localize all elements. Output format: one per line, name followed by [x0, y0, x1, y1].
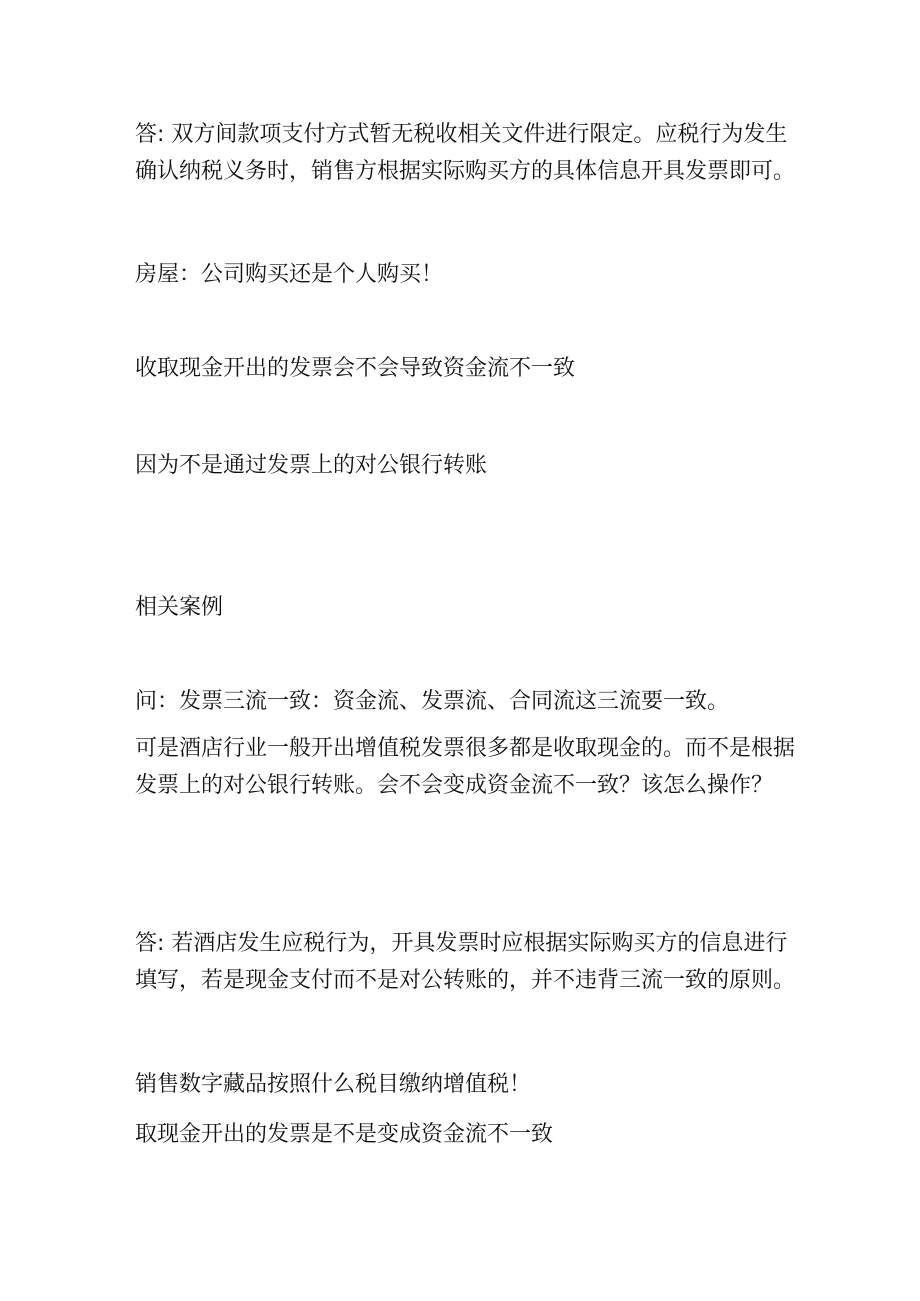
paragraph-hotel-cash: 可是酒店行业一般开出增值税发票很多都是收取现金的。而不是根据发票上的对公银行转账。会不会变成资金流不一致？该怎么操作？	[135, 736, 796, 798]
paragraph-not-bank-transfer: 因为不是通过发票上的对公银行转账	[135, 453, 488, 478]
paragraph-cash-invoice-question: 收取现金开出的发票会不会导致资金流不一致	[135, 356, 576, 381]
section-heading-related-cases: 相关案例	[135, 595, 224, 620]
answer-paragraph-payment-method: 答: 双方间款项支付方式暂无税收相关文件进行限定。应税行为发生确认纳税义务时，销售方根据实际购买方的具体信息开具发票即可。	[135, 122, 796, 184]
paragraph-house-purchase: 房屋：公司购买还是个人购买！	[135, 262, 444, 287]
answer-paragraph-hotel: 答: 若酒店发生应税行为，开具发票时应根据实际购买方的信息进行填写，若是现金支付而不是对公转账的，并不违背三流一致的原则。	[135, 931, 796, 993]
paragraph-digital-collectibles: 销售数字藏品按照什么税目缴纳增值税！	[135, 1072, 532, 1097]
question-paragraph-three-flows: 问：发票三流一致：资金流、发票流、合同流这三流要一致。	[135, 689, 730, 714]
paragraph-cash-invoice-flow: 取现金开出的发票是不是变成资金流不一致	[135, 1122, 554, 1147]
